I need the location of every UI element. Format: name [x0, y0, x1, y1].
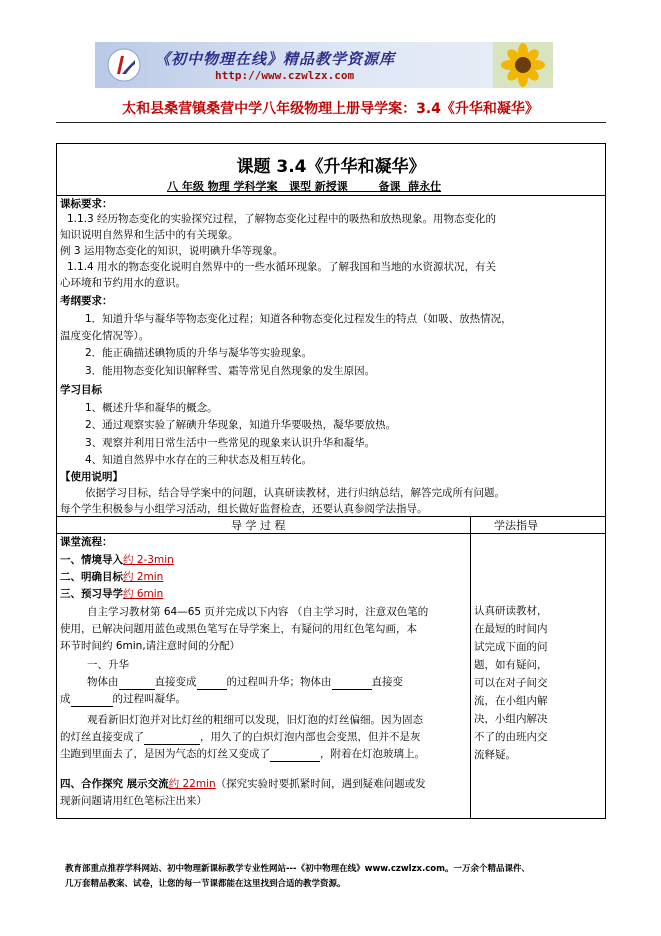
text: 直接变成	[154, 676, 197, 688]
shiyong-line: 每个学生积极参与小组学习活动，组长做好监督检查，还要认真参阅学法指导。	[60, 503, 428, 515]
blank-field[interactable]	[144, 732, 200, 745]
text: 的过程叫升华；物体由	[226, 676, 332, 688]
banner-url[interactable]: http://www.czwlzx.com	[215, 69, 355, 82]
step-time: 约 2min	[123, 571, 164, 583]
text: 成	[60, 693, 71, 705]
column-header-process: 导 学 过 程	[231, 519, 286, 532]
kaogang-line: 3．能用物态变化知识解释雪、霜等常见自然现象的发生原因。	[85, 365, 376, 377]
step-time: 约 2-3min	[123, 554, 174, 566]
kebiao-line: 1.1.3 经历物态变化的实验探究过程，了解物态变化过程中的吸热和放热现象。用物态变化的	[67, 213, 497, 225]
blank-field[interactable]	[71, 694, 113, 707]
footer-line: 教育部重点推荐学科网站、初中物理新课标教学专业性网站---《初中物理在线》www.czwlzx.com。一万余个精品课件、	[65, 864, 530, 874]
banner-title: 《初中物理在线》精品教学资源库	[155, 50, 396, 68]
footer-line: 几万套精品教案、试卷，让您的每一节课都能在这里找到合适的教学资源。	[65, 879, 346, 889]
mubiao-line: 3、观察并利用日常生活中一些常见的现象来认识升华和凝华。	[85, 437, 376, 449]
sunflower-image	[493, 42, 553, 88]
column-divider	[470, 516, 471, 819]
hezuo-line	[60, 776, 426, 792]
site-logo	[107, 48, 141, 82]
step-item	[60, 569, 163, 585]
header-banner	[95, 42, 553, 88]
kebiao-label: 课标要求：	[60, 198, 113, 210]
step-item	[60, 552, 174, 568]
observation-line	[60, 729, 421, 745]
blank-field[interactable]	[270, 749, 320, 762]
row-divider	[57, 195, 605, 196]
kaogang-line: 2．能正确描述碘物质的升华与凝华等实验现象。	[85, 347, 313, 359]
mubiao-line: 4、知道自然界中水存在的三种状态及相互转化。	[85, 454, 313, 466]
yuxi-line: 使用，已解决问题用蓝色或黑色笔写在导学案上，有疑问的用红色笔勾画，本	[60, 623, 417, 635]
yuxi-line: 环节时间约 6min,请注意时间的分配）	[60, 640, 241, 652]
step-label: 三、预习导学	[60, 588, 123, 600]
kebiao-line: 知识说明自然界和生活中的有关现象。	[60, 229, 239, 241]
blank-field[interactable]	[119, 677, 155, 690]
text: 的灯丝直接变成了	[60, 731, 144, 743]
step-time: 约 6min	[123, 588, 164, 600]
kaogang-label: 考纲要求：	[60, 295, 113, 307]
kebiao-line: 例 3 运用物态变化的知识，说明碘升华等现象。	[60, 245, 284, 257]
lesson-table	[56, 143, 606, 819]
shiyong-label: 【使用说明】	[60, 471, 123, 483]
header-divider	[56, 122, 606, 123]
row-divider	[57, 533, 605, 534]
lesson-subtitle: 八 年级 物理 学科学案 课型 新授课 备课 薛永仕	[167, 180, 442, 193]
fill-sentence-2	[60, 691, 186, 707]
mubiao-line: 1、概述升华和凝华的概念。	[85, 402, 218, 414]
yuxi-line: 自主学习教材第 64—65 页并完成以下内容 （自主学习时，注意双色笔的	[87, 606, 429, 618]
text: 的过程叫凝华。	[112, 693, 186, 705]
section-heading-shenghua: 一、升华	[87, 659, 129, 671]
step-label: 二、明确目标	[60, 571, 123, 583]
method-guidance-text: 认真研读教材，在最短的时间内试完成下面的问题，如有疑问，可以在对子间交流，在小组内解决，小组内解决不了的由班内交流释疑。	[474, 605, 548, 761]
text: 直接变	[371, 676, 403, 688]
blank-field[interactable]	[197, 677, 227, 690]
column-header-method: 学法指导	[494, 519, 538, 532]
document-headline: 太和县桑营镇桑营中学八年级物理上册导学案：3.4《升华和凝华》	[122, 101, 539, 117]
kaogang-line: 温度变化情况等）。	[60, 330, 150, 342]
kebiao-line: 心环境和节约用水的意识。	[60, 277, 186, 289]
page-footer	[65, 862, 530, 892]
lesson-title: 课题 3.4《升华和凝华》	[236, 157, 426, 177]
text: ，附着在灯泡玻璃上。	[320, 748, 425, 760]
kebiao-line: 1.1.4 用水的物态变化说明自然界中的一些水循环现象。了解我国和当地的水资源状况，有关	[67, 261, 497, 273]
observation-line: 观看新旧灯泡并对比灯丝的粗细可以发现，旧灯泡的灯丝偏细。因为固态	[87, 714, 423, 726]
hezuo-time: 约 22min	[168, 778, 216, 790]
fill-sentence-1	[87, 674, 403, 690]
hezuo-label: 四、合作探究 展示交流	[60, 778, 169, 790]
text: ，用久了的白炽灯泡内部也会变黑，但并不是灰	[200, 731, 421, 743]
text: 物体由	[87, 676, 119, 688]
text: 尘跑到里面去了，是因为气态的灯丝又变成了	[60, 748, 270, 760]
step-label: 一、情境导入	[60, 554, 123, 566]
hezuo-note: （探究实验时要抓紧时间，遇到疑难问题或发	[215, 778, 426, 790]
observation-line	[60, 746, 425, 762]
step-item	[60, 586, 163, 602]
kaogang-line: 1．知道升华与凝华等物态变化过程；知道各种物态变化过程发生的特点（如吸、放热情况，	[85, 313, 512, 325]
hezuo-note-2: 现新问题请用红色笔标注出来）	[60, 795, 207, 807]
mubiao-line: 2、通过观察实验了解碘升华现象，知道升华要吸热，凝华要放热。	[85, 419, 397, 431]
mubiao-label: 学习目标	[60, 384, 102, 396]
liucheng-label: 课堂流程：	[60, 536, 113, 548]
shiyong-line: 依据学习目标，结合导学案中的问题，认真研读教材，进行归纳总结，解答完成所有问题。	[85, 487, 505, 499]
blank-field[interactable]	[332, 677, 372, 690]
